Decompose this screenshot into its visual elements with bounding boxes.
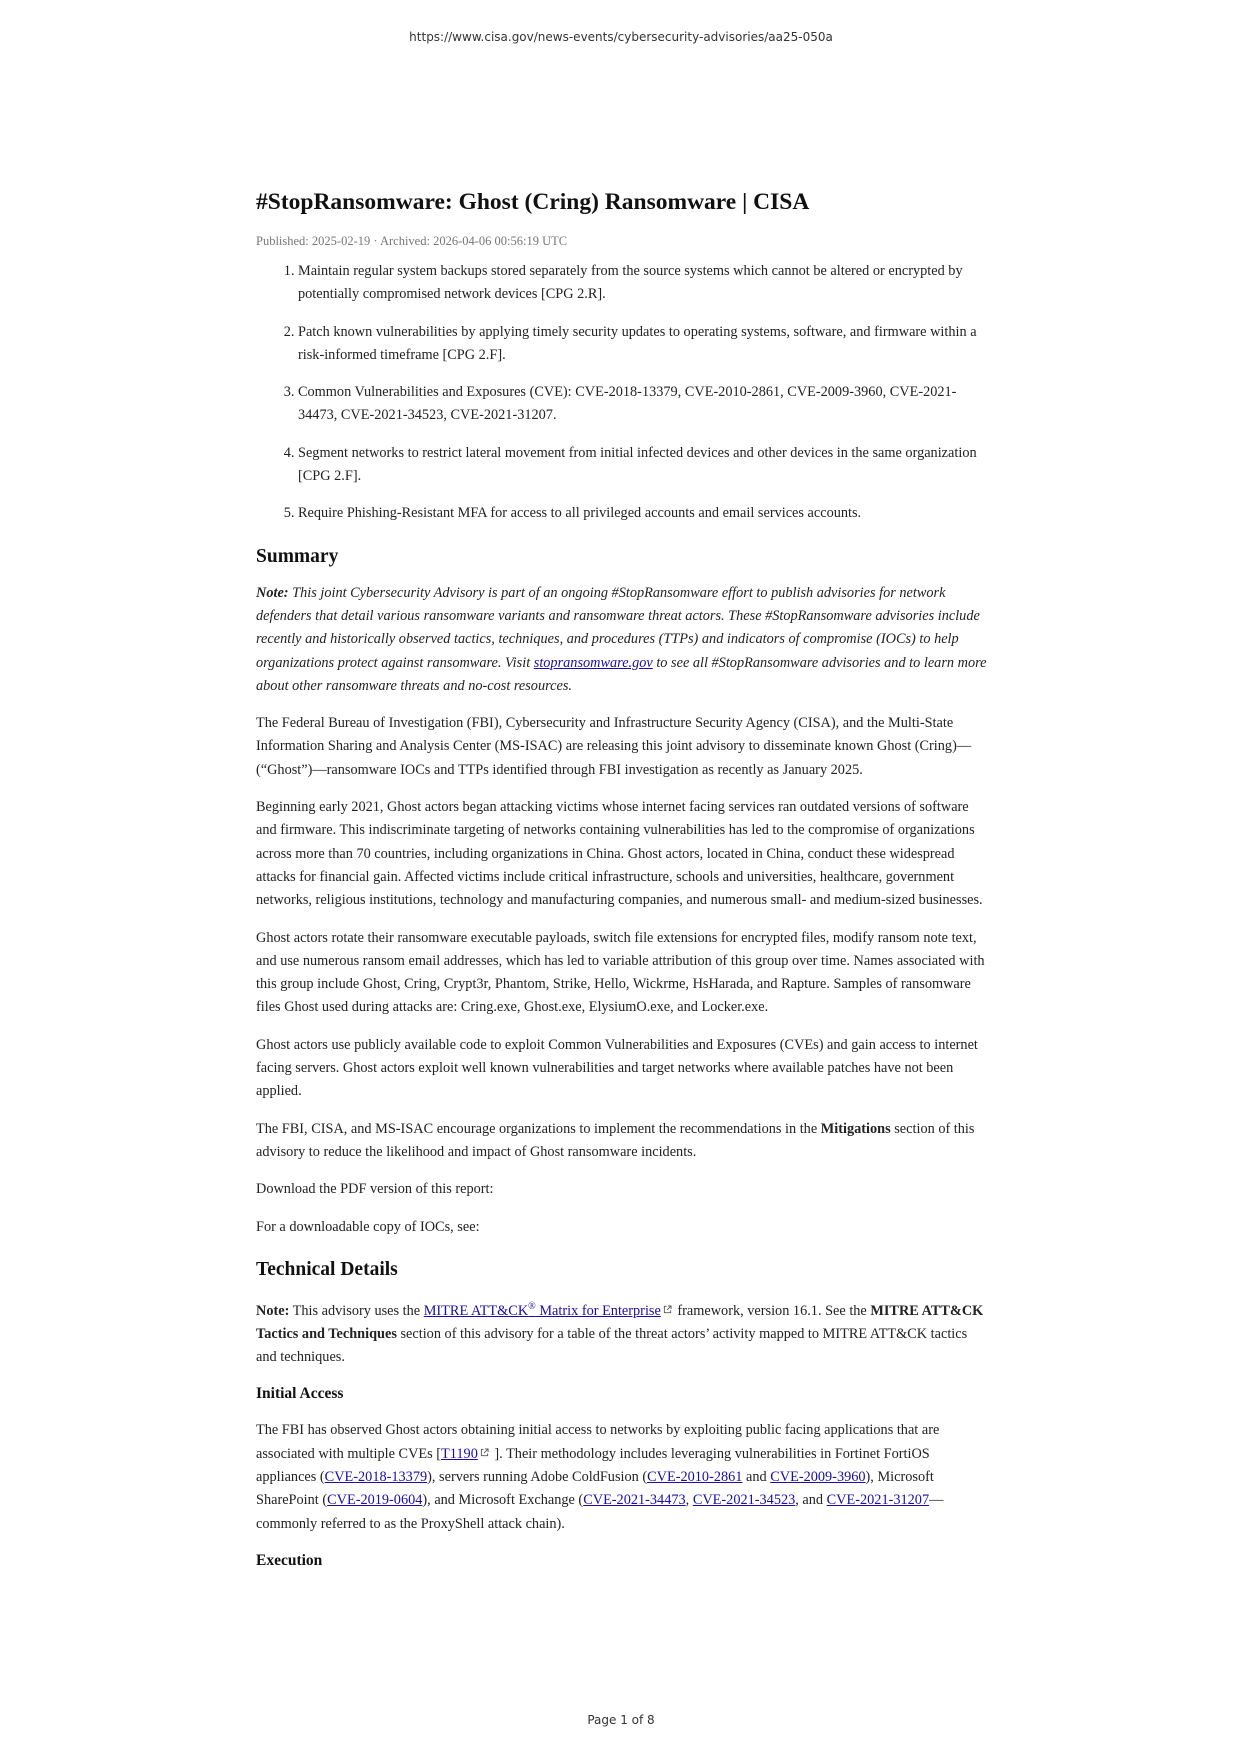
- external-link-icon: [663, 1305, 672, 1314]
- note-label: Note:: [256, 584, 289, 601]
- list-item: 1. Maintain regular system backups stored separately from the source systems which cannot be altered or encrypted by potentially compromised network devices [CPG 2.R].: [298, 260, 988, 307]
- mitigation-list: [256, 260, 988, 526]
- cve-link[interactable]: CVE-2019-0604: [327, 1492, 423, 1509]
- initial-access-paragraph: The FBI has observed Ghost actors obtaining initial access to networks by exploiting public facing applications that are associated with multiple CVEs [T1190 ]. Their methodology includes leveraging vulnerabilities in Fortinet FortiOS appliances (CVE-2018-13379), servers running Adobe ColdFusion (CVE-2010-2861 and CVE-2009-3960), Microsoft SharePoint (CVE-2019-0604), and Microsoft Exchange (CVE-2021-34473, CVE-2021-34523, and CVE-2021-31207—commonly referred to as the ProxyShell attack chain).: [256, 1422, 944, 1532]
- cve-link[interactable]: CVE-2018-13379: [324, 1469, 428, 1486]
- summary-paragraph: Beginning early 2021, Ghost actors began attacking victims whose internet facing services ran outdated versions of software and firmware. This indiscriminate targeting of networks containing vulnerabilities has led to the compromise of organizations across more than 70 countries, including organizations in China. Ghost actors, located in China, conduct these widespread attacks for financial gain. Affected victims include critical infrastructure, schools and universities, healthcare, government networks, religious institutions, technology and manufacturing companies, and numerous small- and medium-sized businesses.: [256, 799, 983, 909]
- note-label: Note:: [256, 1302, 290, 1319]
- list-item: 5. Require Phishing-Resistant MFA for access to all privileged accounts and email services accounts.: [298, 502, 988, 525]
- mitigations-ref: Mitigations: [820, 1120, 891, 1137]
- external-link-icon: [480, 1448, 489, 1457]
- t1190-link[interactable]: T1190: [441, 1445, 478, 1462]
- summary-heading: Summary: [256, 545, 339, 567]
- cve-link[interactable]: CVE-2010-2861: [647, 1469, 743, 1486]
- page-title: #StopRansomware: Ghost (Cring) Ransomware | CISA: [256, 189, 810, 215]
- cve-link[interactable]: CVE-2009-3960: [770, 1469, 866, 1486]
- technical-details-heading: Technical Details: [256, 1258, 398, 1280]
- page-number: Page 1 of 8: [587, 1713, 655, 1727]
- summary-note: Note: This joint Cybersecurity Advisory is part of an ongoing #StopRansomware effort to publish advisories for network defenders that detail various ransomware variants and ransomware threat actors. These #StopRansomware advisories include recently and historically observed tactics, techniques, and procedures (TTPs) and indicators of compromise (IOCs) to help organizations protect against ransomware. Visit stopransomware.gov to see all #StopRansomware advisories and to learn more about other ransomware threats and no-cost resources.: [256, 584, 987, 694]
- execution-heading: Execution: [256, 1551, 323, 1569]
- cve-link[interactable]: CVE-2021-34473: [583, 1492, 686, 1509]
- list-item: 3. Common Vulnerabilities and Exposures (CVE): CVE-2018-13379, CVE-2010-2861, CVE-2009-3960, CVE-2021-34473, CVE-2021-34523, CVE-2021-31207.: [298, 381, 988, 428]
- summary-paragraph: Ghost actors use publicly available code to exploit Common Vulnerabilities and Exposures (CVEs) and gain access to internet facing servers. Ghost actors exploit well known vulnerabilities and target networks where available patches have not been applied.: [256, 1036, 978, 1100]
- cve-link[interactable]: CVE-2021-31207: [826, 1492, 930, 1509]
- technical-note: Note: This advisory uses the MITRE ATT&CK® Matrix for Enterprise framework, version 16.1. See the MITRE ATT&CK Tactics and Techniques section of this advisory for a table of the threat actors’ activity mapped to MITRE ATT&CK tactics and techniques.: [256, 1300, 984, 1366]
- summary-paragraph: The FBI, CISA, and MS-ISAC encourage organizations to implement the recommendations in the Mitigations section of this advisory to reduce the likelihood and impact of Ghost ransomware incidents.: [256, 1120, 975, 1160]
- cve-link[interactable]: CVE-2021-34523: [692, 1492, 796, 1509]
- summary-paragraph: The Federal Bureau of Investigation (FBI), Cybersecurity and Infrastructure Security Agency (CISA), and the Multi-State Information Sharing and Analysis Center (MS-ISAC) are releasing this joint advisory to disseminate known Ghost (Cring)—(“Ghost”)—ransomware IOCs and TTPs identified through FBI investigation as recently as January 2025.: [256, 715, 972, 778]
- list-item: 4. Segment networks to restrict lateral movement from initial infected devices and other devices in the same organization [CPG 2.F].: [298, 442, 988, 489]
- page-url: https://www.cisa.gov/news-events/cybersecurity-advisories/aa25-050a: [409, 30, 833, 44]
- list-item: 2. Patch known vulnerabilities by applying timely security updates to operating systems, software, and firmware within a risk-informed timeframe [CPG 2.F].: [298, 321, 988, 368]
- pdf-download-text: Download the PDF version of this report:: [256, 1181, 494, 1198]
- publish-meta: Published: 2025-02-19 · Archived: 2026-04-06 00:56:19 UTC: [256, 234, 568, 248]
- summary-paragraph: Ghost actors rotate their ransomware executable payloads, switch file extensions for encrypted files, modify ransom note text, and use numerous ransom email addresses, which has led to variable attribution of this group over time. Names associated with this group include Ghost, Cring, Crypt3r, Phantom, Strike, Hello, Wickrme, HsHarada, and Rapture. Samples of ransomware files Ghost used during attacks are: Cring.exe, Ghost.exe, ElysiumO.exe, and Locker.exe.: [256, 929, 985, 1016]
- mitre-attack-link[interactable]: MITRE ATT&CK® Matrix for Enterprise: [423, 1300, 661, 1319]
- initial-access-heading: Initial Access: [256, 1385, 344, 1403]
- article: [256, 188, 988, 1586]
- ioc-download-text: For a downloadable copy of IOCs, see:: [256, 1218, 480, 1235]
- stopransomware-link[interactable]: stopransomware.gov: [533, 654, 653, 671]
